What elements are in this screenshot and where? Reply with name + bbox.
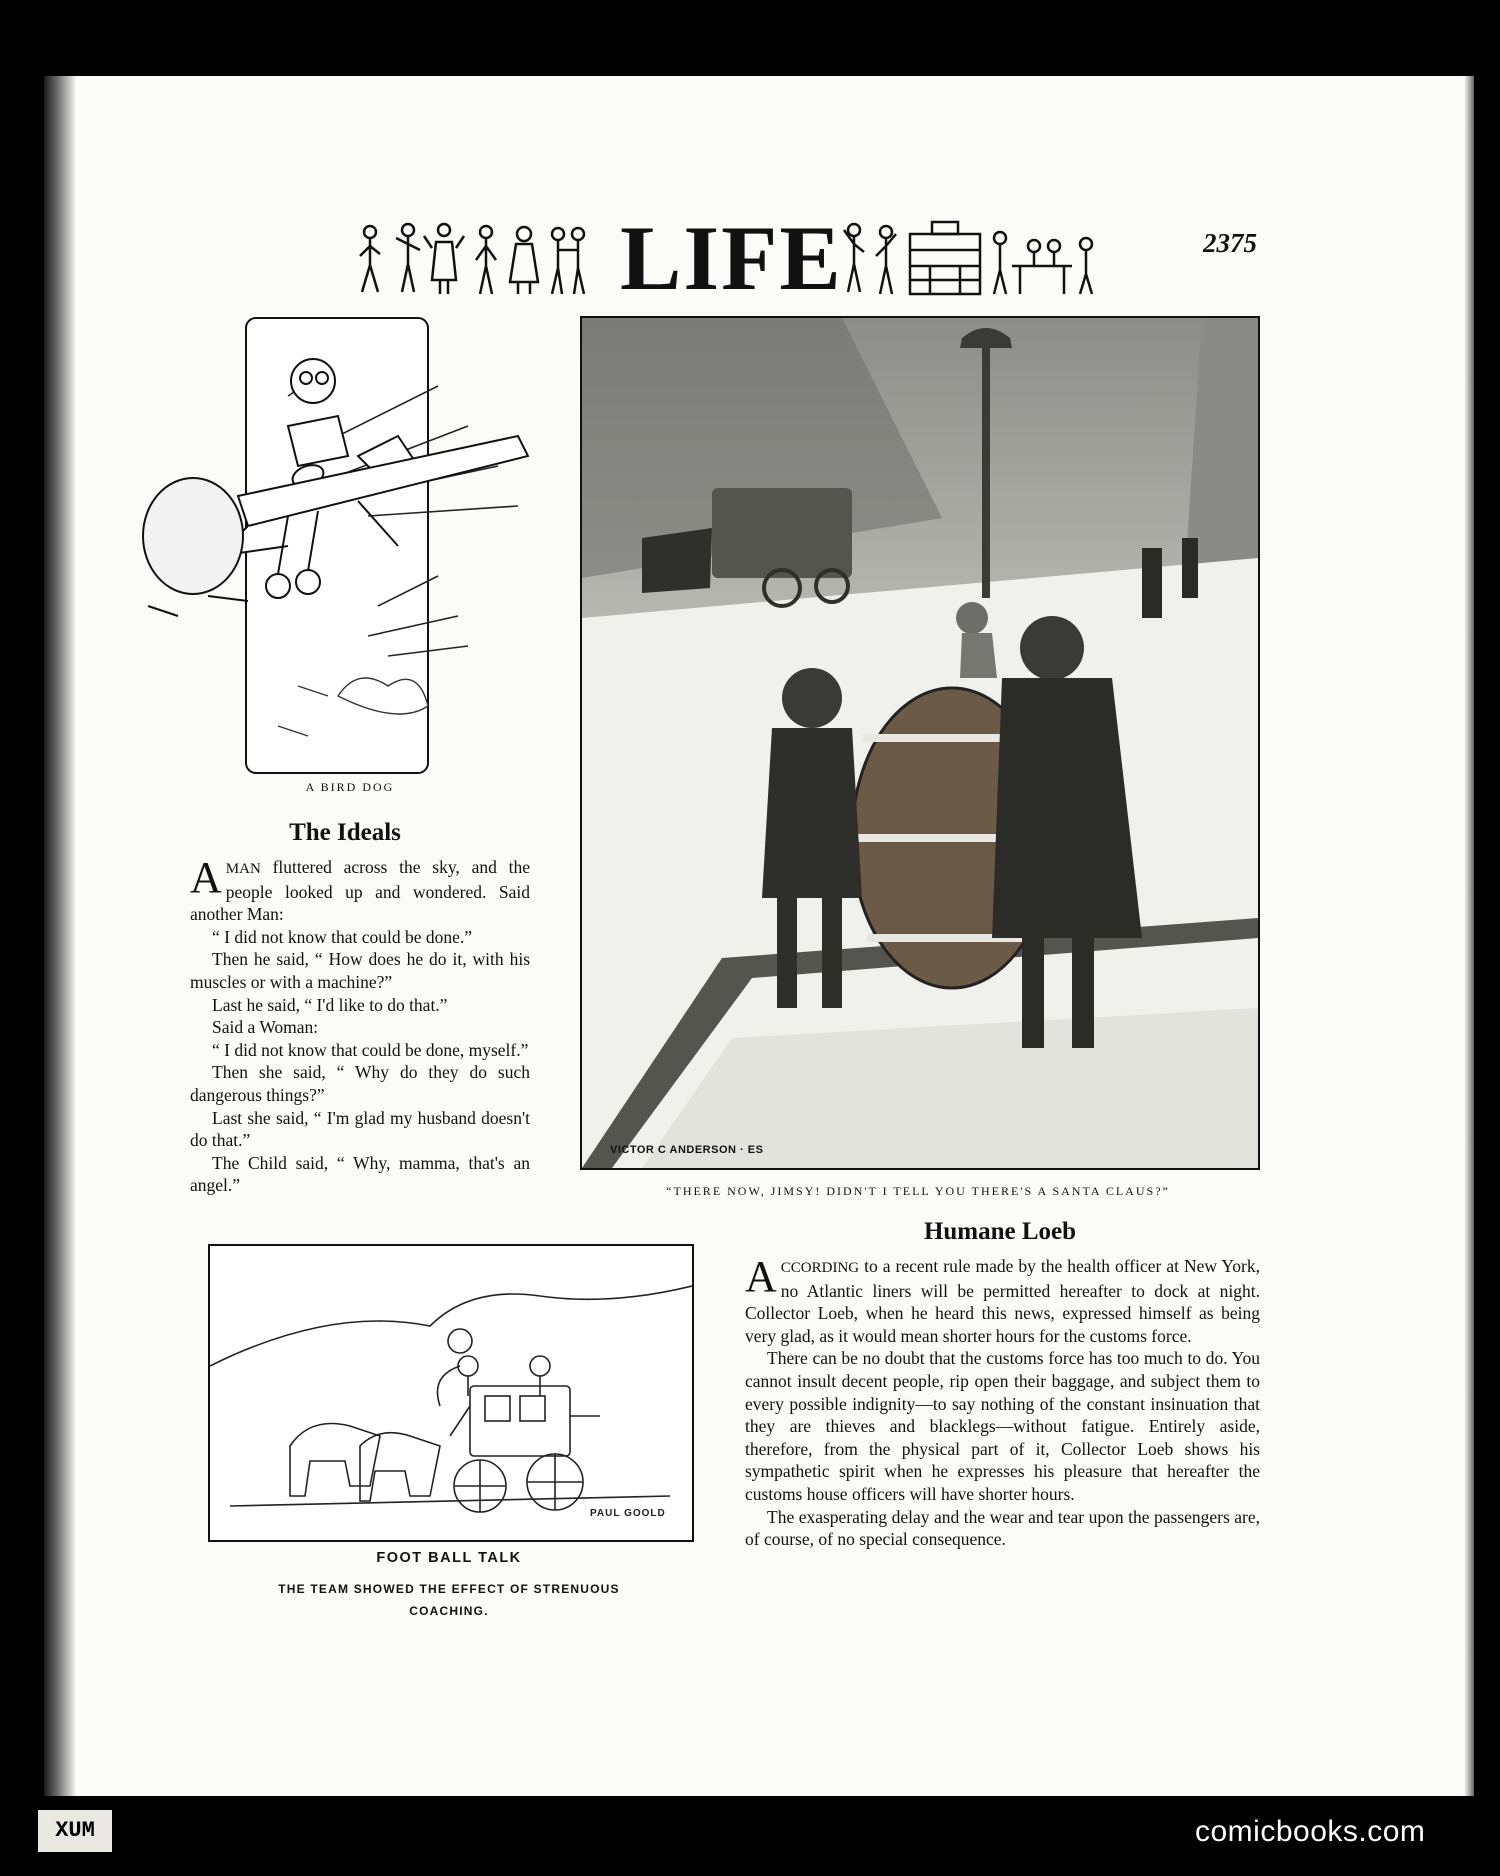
ideals-paragraph-2: “ I did not know that could be done.” <box>212 926 473 947</box>
santa-claus-illustration <box>580 316 1260 1170</box>
ideals-first-word: MAN <box>225 861 261 877</box>
santa-artist-signature: VICTOR C ANDERSON · ES <box>610 1144 764 1156</box>
ideals-paragraph-6: “ I did not know that could be done, myself.” <box>212 1039 529 1060</box>
football-caption-line-1: THE TEAM SHOWED THE EFFECT OF STRENUOUS <box>278 1582 620 1596</box>
loeb-dropcap: A <box>745 1252 777 1301</box>
football-caption <box>208 1550 690 1622</box>
ideals-paragraph-5: Said a Woman: <box>212 1017 319 1038</box>
loeb-paragraph-1: to a recent rule made by the health officer at New York, no Atlantic liners will be permitted hereafter to dock at night. Collector Loeb, when he heard this news, expressed himself as being very glad, as it would mean shorter hours for the customs force. <box>745 1256 1260 1346</box>
ideals-paragraph-3: Then he said, “ How does he do it, with his muscles or with a machine?” <box>190 949 530 992</box>
football-caption-title: FOOT BALL TALK <box>376 1550 522 1566</box>
loeb-paragraph-2: There can be no doubt that the customs force has too much to do. You cannot insult decent people, rip open their baggage, and subject them to every possible indignity—to say nothing of the constant insinuation that they are thieves and blacklegs—without fatigue. Entirely aside, therefore, from the physical part of it, Collector Loeb shows his sympathetic spirit when he expresses his pleasure that hereafter the customs house officers will have shorter hours. <box>745 1348 1260 1504</box>
page-edge <box>1464 76 1474 1796</box>
santa-claus-drawing <box>582 318 1258 1168</box>
page-gutter-shadow <box>44 76 76 1796</box>
masthead <box>350 150 1100 309</box>
ideals-article <box>190 853 530 1197</box>
loeb-article <box>745 1252 1260 1551</box>
masthead-left-figures <box>350 220 610 300</box>
santa-claus-caption: “THERE NOW, JIMSY! DIDN'T I TELL YOU THERE'S A SANTA CLAUS?” <box>666 1184 1170 1198</box>
football-caption-line-2: COACHING. <box>409 1604 489 1618</box>
loeb-first-word: CCORDING <box>780 1260 860 1276</box>
ideals-paragraph-4: Last he said, “ I'd like to do that.” <box>212 994 448 1015</box>
masthead-title: LIFE <box>620 207 843 309</box>
masthead-right-figures <box>840 220 1100 300</box>
page-number: 2375 <box>1203 228 1257 258</box>
stagecoach-drawing <box>210 1246 692 1540</box>
ideals-paragraph-7: Then she said, “ Why do they do such dangerous things?” <box>190 1062 530 1105</box>
bird-dog-illustration <box>138 316 548 776</box>
loeb-paragraph-3: The exasperating delay and the wear and tear upon the passengers are, of course, of no special consequence. <box>745 1506 1260 1550</box>
scanner-tag: XUM <box>38 1810 112 1852</box>
ideals-paragraph-9: The Child said, “ Why, mamma, that's an angel.” <box>190 1152 530 1196</box>
ideals-paragraph-8: Last she said, “ I'm glad my husband doesn't do that.” <box>190 1107 530 1151</box>
football-talk-illustration <box>208 1244 694 1542</box>
football-artist-signature: PAUL GOOLD <box>590 1508 666 1519</box>
bird-dog-drawing <box>138 316 548 776</box>
ideals-dropcap: A <box>190 853 222 902</box>
ideals-heading: The Ideals <box>289 819 401 846</box>
site-watermark[interactable]: comicbooks.com <box>1195 1815 1426 1848</box>
loeb-heading: Humane Loeb <box>923 1218 1077 1245</box>
bird-dog-caption: A BIRD DOG <box>305 780 395 794</box>
ideals-paragraph-1: fluttered across the sky, and the people looked up and wondered. Said another Man: <box>190 857 530 925</box>
